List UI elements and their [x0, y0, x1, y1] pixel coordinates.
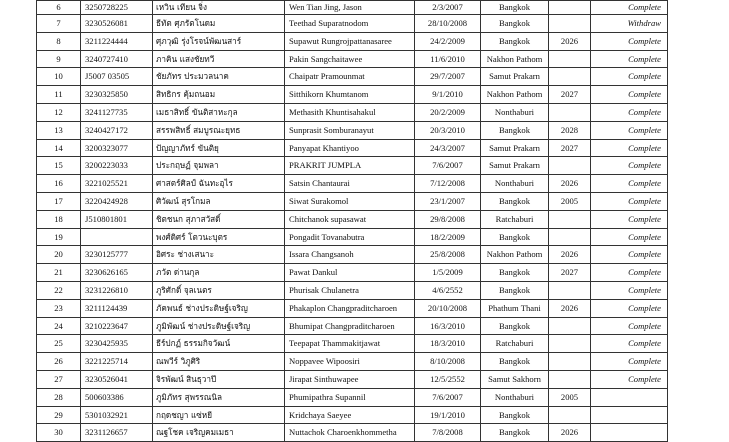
birth-date: 2/3/2007: [415, 1, 481, 15]
birth-date: 29/7/2007: [415, 68, 481, 86]
english-name: Noppavee Wipoosiri: [285, 353, 415, 371]
birth-date: 19/1/2010: [415, 406, 481, 424]
birth-date: 7/12/2008: [415, 175, 481, 193]
grad-year: 2027: [549, 86, 591, 104]
roster-document: [36, 0, 667, 442]
row-number: 16: [37, 175, 81, 193]
grad-year: 2028: [549, 121, 591, 139]
province: Bangkok: [481, 424, 549, 442]
province: Bangkok: [481, 121, 549, 139]
province: Phathum Thani: [481, 299, 549, 317]
status: Complete: [591, 139, 668, 157]
status: Complete: [591, 50, 668, 68]
table-row: [37, 192, 668, 210]
english-name: Methasith Khuntisahakul: [285, 103, 415, 121]
thai-name: ภูมิภัทร สุพรรณนิล: [153, 388, 285, 406]
thai-name: ภูมิพัฒน์ ช่างประดิษฐ์เจริญ: [153, 317, 285, 335]
status: Complete: [591, 264, 668, 282]
thai-name: ธีทัต ศุภรัตโนดม: [153, 15, 285, 33]
student-id: 3240727410: [81, 50, 153, 68]
student-id: J510801801: [81, 210, 153, 228]
row-number: 9: [37, 50, 81, 68]
row-number: 30: [37, 424, 81, 442]
english-name: Kridchaya Saeyee: [285, 406, 415, 424]
student-id: J5007 03505: [81, 68, 153, 86]
birth-date: 11/6/2010: [415, 50, 481, 68]
province: Bangkok: [481, 281, 549, 299]
birth-date: 4/6/2552: [415, 281, 481, 299]
birth-date: 9/1/2010: [415, 86, 481, 104]
birth-date: 20/10/2008: [415, 299, 481, 317]
birth-date: 29/8/2008: [415, 210, 481, 228]
status: Complete: [591, 353, 668, 371]
grad-year: [549, 281, 591, 299]
table-row: [37, 210, 668, 228]
student-id: 3210223647: [81, 317, 153, 335]
birth-date: 7/6/2007: [415, 157, 481, 175]
student-id: [81, 228, 153, 246]
student-id: 5301032921: [81, 406, 153, 424]
thai-name: ภูริศักดิ์ จุลเนตร: [153, 281, 285, 299]
status: Complete: [591, 1, 668, 15]
grad-year: 2026: [549, 175, 591, 193]
table-row: [37, 388, 668, 406]
english-name: Supawut Rungrojpattanasaree: [285, 32, 415, 50]
row-number: 25: [37, 335, 81, 353]
table-row: [37, 406, 668, 424]
status: Complete: [591, 370, 668, 388]
status: [591, 388, 668, 406]
table-row: [37, 228, 668, 246]
province: Bangkok: [481, 264, 549, 282]
english-name: Nuttachok Charoenkhommetha: [285, 424, 415, 442]
province: Ratchaburi: [481, 335, 549, 353]
english-name: Pawat Dankul: [285, 264, 415, 282]
grad-year: [549, 210, 591, 228]
province: Samut Prakarn: [481, 139, 549, 157]
grad-year: 2005: [549, 388, 591, 406]
student-id: 3230526081: [81, 15, 153, 33]
thai-name: ภวัต ด่านกุล: [153, 264, 285, 282]
row-number: 6: [37, 1, 81, 15]
english-name: Bhumipat Changpraditcharoen: [285, 317, 415, 335]
thai-name: พงศ์ดิศร์ โตวนะบุตร: [153, 228, 285, 246]
row-number: 19: [37, 228, 81, 246]
table-row: [37, 86, 668, 104]
student-id: 3211124439: [81, 299, 153, 317]
row-number: 20: [37, 246, 81, 264]
thai-name: ธีร์ปกฏ์ ธรรมกิจวัฒน์: [153, 335, 285, 353]
status: [591, 406, 668, 424]
english-name: Jirapat Sinthuwapee: [285, 370, 415, 388]
student-id: 3221025521: [81, 175, 153, 193]
table-row: [37, 335, 668, 353]
english-name: Siwat Surakomol: [285, 192, 415, 210]
birth-date: 16/3/2010: [415, 317, 481, 335]
status: Complete: [591, 157, 668, 175]
student-id: 3241127735: [81, 103, 153, 121]
row-number: 26: [37, 353, 81, 371]
student-id: 3230325850: [81, 86, 153, 104]
grad-year: 2027: [549, 264, 591, 282]
thai-name: เหวิน เทียน จิ่ง: [153, 1, 285, 15]
status: [591, 424, 668, 442]
birth-date: 24/2/2009: [415, 32, 481, 50]
grad-year: [549, 68, 591, 86]
thai-name: ชัยภัทร ประมวลนาค: [153, 68, 285, 86]
birth-date: 23/1/2007: [415, 192, 481, 210]
student-roster-table: [36, 0, 668, 442]
roster-body: [37, 1, 668, 442]
english-name: Panyapat Khantiyoo: [285, 139, 415, 157]
thai-name: จิรพัฒน์ สินธุวาปี: [153, 370, 285, 388]
thai-name: อิศระ ช่างเสนาะ: [153, 246, 285, 264]
province: Bangkok: [481, 228, 549, 246]
table-row: [37, 1, 668, 15]
thai-name: ชิตชนก สุภาสวัสดิ์: [153, 210, 285, 228]
birth-date: 20/2/2009: [415, 103, 481, 121]
row-number: 11: [37, 86, 81, 104]
table-row: [37, 121, 668, 139]
grad-year: 2026: [549, 246, 591, 264]
table-row: [37, 299, 668, 317]
english-name: Phakaplon Changpraditcharoen: [285, 299, 415, 317]
birth-date: 12/5/2552: [415, 370, 481, 388]
english-name: Satsin Chantaurai: [285, 175, 415, 193]
thai-name: ศาสตร์ศิลป์ ฉันทะอุไร: [153, 175, 285, 193]
row-number: 17: [37, 192, 81, 210]
thai-name: สรรพสิทธิ์ สมบูรณะยุทธ: [153, 121, 285, 139]
thai-name: ภัคพนธ์ ช่างประดิษฐ์เจริญ: [153, 299, 285, 317]
birth-date: 20/3/2010: [415, 121, 481, 139]
status: Complete: [591, 103, 668, 121]
row-number: 27: [37, 370, 81, 388]
grad-year: [549, 103, 591, 121]
grad-year: [549, 406, 591, 424]
grad-year: 2026: [549, 424, 591, 442]
student-id: 3221225714: [81, 353, 153, 371]
province: Bangkok: [481, 406, 549, 424]
grad-year: 2026: [549, 299, 591, 317]
province: Bangkok: [481, 317, 549, 335]
english-name: PRAKRIT JUMPLA: [285, 157, 415, 175]
birth-date: 25/8/2008: [415, 246, 481, 264]
thai-name: ปัญญาภัทร์ ขันติยุ: [153, 139, 285, 157]
province: Bangkok: [481, 15, 549, 33]
status: Complete: [591, 210, 668, 228]
thai-name: ภาคิน แสงชัยทวี: [153, 50, 285, 68]
table-row: [37, 424, 668, 442]
english-name: Pakin Sangchaitawee: [285, 50, 415, 68]
province: Nonthaburi: [481, 388, 549, 406]
row-number: 18: [37, 210, 81, 228]
status: Complete: [591, 175, 668, 193]
grad-year: [549, 1, 591, 15]
thai-name: ประกฤษฏ์ จุมพลา: [153, 157, 285, 175]
row-number: 13: [37, 121, 81, 139]
province: Samut Sakhorn: [481, 370, 549, 388]
province: Nonthaburi: [481, 175, 549, 193]
english-name: Pongadit Tovanabutra: [285, 228, 415, 246]
thai-name: กฤดชญา แซ่หยี: [153, 406, 285, 424]
table-row: [37, 281, 668, 299]
english-name: Chitchanok supasawat: [285, 210, 415, 228]
student-id: 3211224444: [81, 32, 153, 50]
english-name: Phurisak Chulanetra: [285, 281, 415, 299]
status: Complete: [591, 192, 668, 210]
grad-year: 2027: [549, 139, 591, 157]
birth-date: 8/10/2008: [415, 353, 481, 371]
student-id: 3231126657: [81, 424, 153, 442]
province: Samut Prakarn: [481, 157, 549, 175]
english-name: Teethad Suparatnodom: [285, 15, 415, 33]
table-row: [37, 103, 668, 121]
student-id: 3230526041: [81, 370, 153, 388]
status: Complete: [591, 32, 668, 50]
grad-year: [549, 50, 591, 68]
table-row: [37, 264, 668, 282]
birth-date: 24/3/2007: [415, 139, 481, 157]
student-id: 3230125777: [81, 246, 153, 264]
english-name: Chaipatr Pramounmat: [285, 68, 415, 86]
status: Complete: [591, 281, 668, 299]
table-row: [37, 317, 668, 335]
province: Bangkok: [481, 353, 549, 371]
birth-date: 7/8/2008: [415, 424, 481, 442]
english-name: Sitthikorn Khumtanom: [285, 86, 415, 104]
row-number: 23: [37, 299, 81, 317]
province: Samut Prakarn: [481, 68, 549, 86]
birth-date: 18/3/2010: [415, 335, 481, 353]
row-number: 10: [37, 68, 81, 86]
table-row: [37, 32, 668, 50]
grad-year: [549, 15, 591, 33]
student-id: 3220424928: [81, 192, 153, 210]
grad-year: [549, 317, 591, 335]
row-number: 8: [37, 32, 81, 50]
birth-date: 1/5/2009: [415, 264, 481, 282]
thai-name: ศิวัฒน์ สุรโกมล: [153, 192, 285, 210]
grad-year: [549, 353, 591, 371]
row-number: 12: [37, 103, 81, 121]
status: Complete: [591, 228, 668, 246]
province: Nakhon Pathom: [481, 86, 549, 104]
student-id: 3240427172: [81, 121, 153, 139]
student-id: 3230626165: [81, 264, 153, 282]
student-id: 3200323077: [81, 139, 153, 157]
row-number: 15: [37, 157, 81, 175]
status: Complete: [591, 246, 668, 264]
thai-name: ณฐโชค เจริญคมเมธา: [153, 424, 285, 442]
table-row: [37, 246, 668, 264]
grad-year: 2005: [549, 192, 591, 210]
status: Complete: [591, 68, 668, 86]
row-number: 22: [37, 281, 81, 299]
row-number: 14: [37, 139, 81, 157]
province: Nonthaburi: [481, 103, 549, 121]
province: Ratchaburi: [481, 210, 549, 228]
status: Complete: [591, 121, 668, 139]
grad-year: 2026: [549, 32, 591, 50]
grad-year: [549, 228, 591, 246]
table-row: [37, 370, 668, 388]
student-id: 3231226810: [81, 281, 153, 299]
status: Withdraw: [591, 15, 668, 33]
english-name: Phumipathra Supannil: [285, 388, 415, 406]
province: Bangkok: [481, 192, 549, 210]
table-row: [37, 68, 668, 86]
row-number: 7: [37, 15, 81, 33]
row-number: 29: [37, 406, 81, 424]
birth-date: 18/2/2009: [415, 228, 481, 246]
status: Complete: [591, 335, 668, 353]
table-row: [37, 353, 668, 371]
grad-year: [549, 335, 591, 353]
birth-date: 7/6/2007: [415, 388, 481, 406]
table-row: [37, 175, 668, 193]
english-name: Teepapat Thammakitjawat: [285, 335, 415, 353]
province: Nakhon Pathom: [481, 246, 549, 264]
row-number: 28: [37, 388, 81, 406]
student-id: 3230425935: [81, 335, 153, 353]
thai-name: ณพวีร์ วิภูศิริ: [153, 353, 285, 371]
province: Bangkok: [481, 32, 549, 50]
status: Complete: [591, 317, 668, 335]
student-id: 3200223033: [81, 157, 153, 175]
status: Complete: [591, 86, 668, 104]
table-row: [37, 157, 668, 175]
row-number: 24: [37, 317, 81, 335]
grad-year: [549, 157, 591, 175]
table-row: [37, 50, 668, 68]
grad-year: [549, 370, 591, 388]
english-name: Sunprasit Somburanayut: [285, 121, 415, 139]
row-number: 21: [37, 264, 81, 282]
table-row: [37, 139, 668, 157]
student-id: 500603386: [81, 388, 153, 406]
table-row: [37, 15, 668, 33]
english-name: Wen Tian Jing, Jason: [285, 1, 415, 15]
student-id: 3250728225: [81, 1, 153, 15]
province: Nakhon Pathom: [481, 50, 549, 68]
birth-date: 28/10/2008: [415, 15, 481, 33]
thai-name: ศุภวุฒิ รุ่งโรจน์พัฒนสาร์: [153, 32, 285, 50]
thai-name: สิทธิกร คุ้มถนอม: [153, 86, 285, 104]
status: Complete: [591, 299, 668, 317]
thai-name: เมธาสิทธิ์ ขันติสาหะกุล: [153, 103, 285, 121]
province: Bangkok: [481, 1, 549, 15]
english-name: Issara Changsanoh: [285, 246, 415, 264]
